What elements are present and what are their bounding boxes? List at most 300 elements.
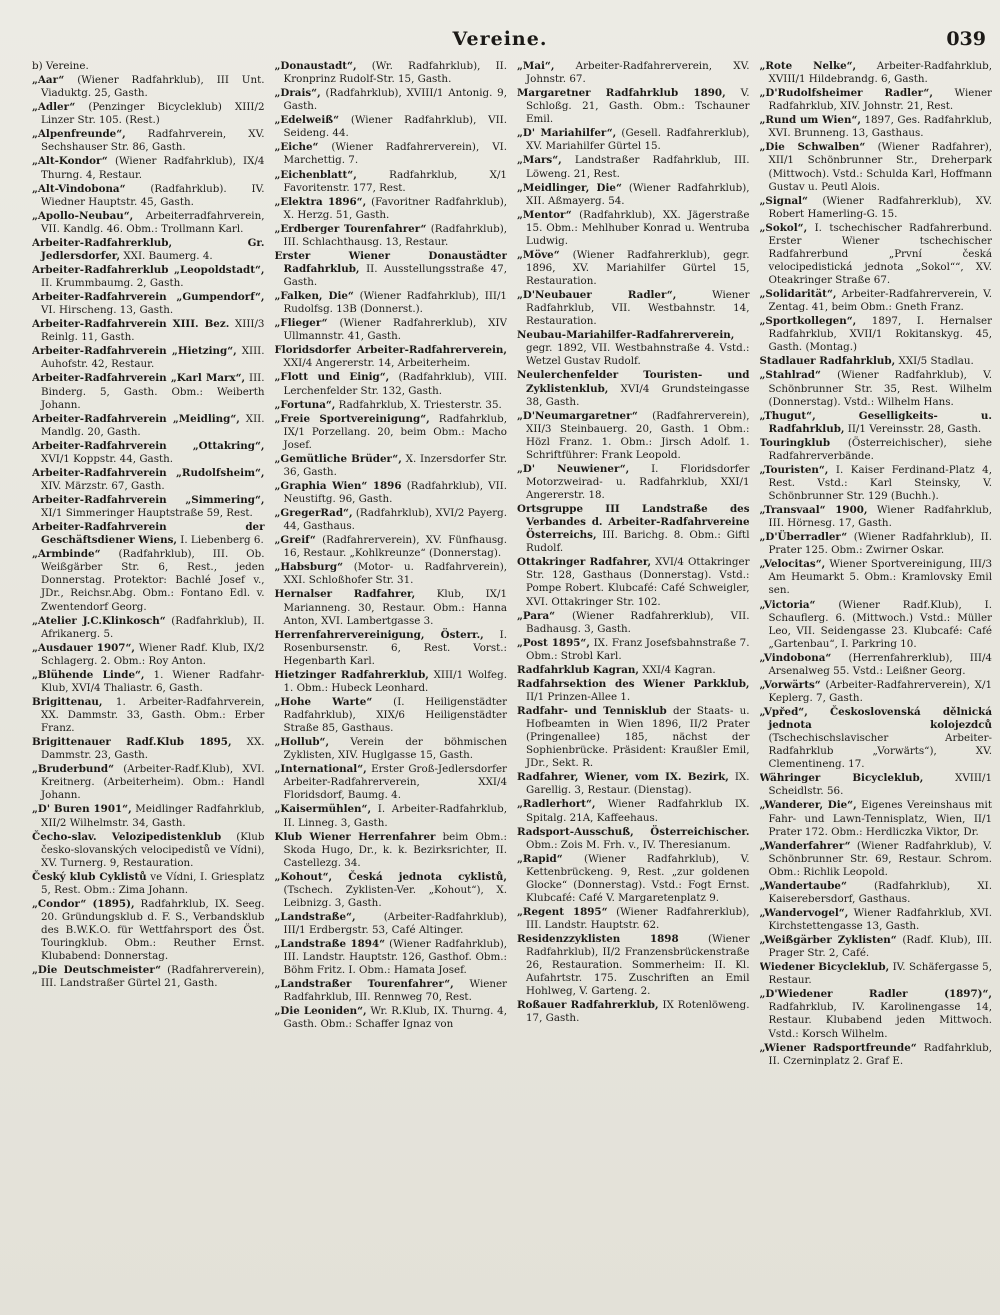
entry-text: (Tschech. Zyklisten-Ver. „Kohout“), X. Leibnizg. 3, Gasth.	[283, 883, 507, 909]
entry-name: „Freie Sportvereinigung“,	[274, 412, 430, 425]
directory-entry	[32, 237, 265, 263]
directory-entry	[32, 264, 265, 290]
entry-name: Klub Wiener Herrenfahrer	[274, 830, 436, 843]
entry-name: „Edelweiß“	[274, 114, 340, 127]
entry-name: „Wiener Radsportfreunde“	[759, 1041, 917, 1054]
entry-name: Herrenfahrervereinigung, Österr.,	[274, 628, 484, 641]
entry-name: Arbeiter-Radfahrerklub, Gr. Jedlersdorfer,	[32, 236, 265, 262]
entry-text: (Wiener Radfahrklub), VII. Seideng. 44.	[283, 114, 507, 140]
directory-entry	[760, 652, 993, 678]
entry-text: (Wiener Radfahrklub), V. Kettenbrückeng. 9, Rest. „zur goldenen Glocke“ (Donnerstag). Vstd.: Fogt Ernst. Klubcafé: Café V. Margaretenplatz 9.	[526, 852, 750, 904]
directory-entry	[275, 938, 508, 977]
directory-entry	[517, 154, 750, 180]
entry-name: „Mars“,	[517, 154, 562, 167]
directory-entry	[517, 369, 750, 408]
entry-text: (Radfahrklub), VII. Neustiftg. 96, Gasth.	[283, 479, 507, 505]
directory-entry	[275, 736, 508, 762]
directory-entry	[517, 209, 750, 248]
entry-text: XX. Dammstr. 23, Gasth.	[41, 736, 265, 762]
entry-name: „Wanderfahrer“	[759, 839, 851, 852]
directory-entry	[517, 289, 750, 328]
page-title: Vereine.	[452, 28, 548, 50]
entry-name: Stadlauer Radfahrklub,	[759, 355, 896, 368]
entry-name: „D'Überradler“	[759, 531, 848, 544]
entry-name: Hietzinger Radfahrerklub,	[274, 668, 429, 681]
column-1	[32, 60, 265, 1305]
entry-text: I. Liebenberg 6.	[180, 534, 264, 547]
directory-entry	[760, 355, 993, 368]
directory-entry	[275, 507, 508, 533]
entry-name: „Sokol“,	[759, 221, 808, 234]
entry-text: (Wiener Radfahrerverein), VI. Marchettig. 7.	[283, 141, 507, 167]
entry-text: (Wiener Radfahrerklub), gegr. 1896, XV. Mariahilfer Gürtel 15, Restauration.	[526, 248, 750, 287]
directory-entry	[275, 588, 508, 627]
directory-entry	[32, 318, 265, 344]
entry-text: XVI/4 Grundsteingasse 38, Gasth.	[526, 382, 750, 408]
directory-entry	[760, 114, 993, 140]
directory-entry	[760, 195, 993, 221]
entry-name: Arbeiter-Radfahrerklub „Leopoldstadt“,	[32, 263, 265, 276]
entry-name: „Wanderer, Die“,	[759, 799, 857, 812]
entry-text: (Wiener Radfahrklub), IX/4 Thurng. 4, Restaur.	[41, 155, 265, 181]
entry-text: (Radfahrklub). IV. Wiedner Hauptstr. 45, Gasth.	[41, 182, 265, 208]
entry-name: „Wandervogel“,	[759, 906, 849, 919]
entry-name: „Regent 1895“	[517, 905, 608, 918]
entry-name: „Weißgärber Zyklisten“	[759, 934, 897, 947]
entry-name: „Landstraße“,	[274, 910, 356, 923]
directory-entry	[760, 141, 993, 193]
entry-name: „Habsburg“	[274, 561, 344, 574]
entry-text: (Radf. Klub), III. Prager Str. 2, Café.	[768, 934, 992, 960]
entry-name: Arbeiter-Radfahrverein „Karl Marx“,	[32, 372, 246, 385]
entry-name: „Condor“ (1895),	[32, 897, 135, 910]
directory-entry	[760, 599, 993, 651]
directory-entry	[275, 1005, 508, 1031]
entry-text: Wiener Radfahrklub, VII. Westbahnstr. 14, Restauration.	[526, 289, 750, 328]
entry-name: Erster Wiener Donaustädter Radfahrklub,	[274, 249, 507, 275]
directory-entry	[760, 706, 993, 771]
entry-name: Čecho-slav. Velozipedistenklub	[32, 830, 222, 843]
entry-text: gegr. 1892, VII. Westbahnstraße 4. Vstd.: Wetzel Gustav Rudolf.	[526, 342, 750, 368]
entry-name: Arbeiter-Radfahrverein der Geschäftsdiener Wiens,	[32, 521, 265, 547]
directory-entry	[32, 74, 265, 100]
entry-text: Radfahrklub, X. Triesterstr. 35.	[338, 398, 502, 411]
entry-text: Wiener Radfahrklub IX. Spitalg. 21A, Kaffeehaus.	[526, 798, 750, 824]
entry-text: beim Obm.: Skoda Hugo, Dr., k. k. Bezirksrichter, II. Castellezg. 34.	[283, 830, 507, 869]
directory-entry	[760, 934, 993, 960]
entry-text: (Herrenfahrerklub), III/4 Arsenalweg 55. Vstd.: Leißner Georg.	[768, 651, 992, 677]
entry-text: Radfahrklub, IX/1 Porzellang. 20, beim Obm.: Macho Josef.	[283, 412, 507, 451]
entry-text: XIII. Auhofstr. 42, Restaur.	[41, 345, 265, 371]
entry-name: „Vpřed“, Československá dělnická jednota kolojezdců	[759, 706, 992, 732]
directory-entry	[760, 369, 993, 408]
entry-text: der Staats- u. Hofbeamten in Wien 1896, II/2 Prater (Pringenallee) 185, nächst der Sophienbrücke. Präsident: Kraußler Emil, JDr., Sekt. R.	[526, 705, 750, 770]
page-number: 039	[946, 28, 986, 50]
directory-entry	[275, 669, 508, 695]
entry-text: Wr. R.Klub, IX. Thurng. 4, Gasth. Obm.: Schaffer Ignaz von	[283, 1005, 507, 1031]
entry-text: V. Schloßg. 21, Gasth. Obm.: Tschauner Emil.	[526, 87, 750, 126]
entry-text: ve Vídni, I. Griesplatz 5, Rest. Obm.: Zima Johann.	[41, 870, 265, 896]
directory-entry	[32, 964, 265, 990]
entry-text: Wiener Radfahrklub, III. Rennweg 70, Rest.	[283, 978, 507, 1004]
entry-name: „Aar“	[32, 74, 65, 87]
entry-name: „Touristen“,	[759, 463, 829, 476]
entry-name: Brigittenau,	[32, 695, 103, 708]
directory-entry	[32, 548, 265, 613]
directory-entry	[275, 223, 508, 249]
entry-name: „Apollo-Neubau“,	[32, 209, 134, 222]
entry-name: „Wandertaube“	[759, 879, 847, 892]
entry-name: „Transvaal“ 1900,	[759, 504, 868, 517]
entry-text: (Gesell. Radfahrerklub), XV. Mariahilfer Gürtel 15.	[526, 127, 750, 153]
directory-entry	[517, 853, 750, 905]
directory-entry	[517, 637, 750, 663]
entry-text: I. Kaiser Ferdinand-Platz 4, Rest. Vstd.: Karl Steinsky, V. Schönbrunner Str. 129 (Buchh.).	[768, 463, 992, 502]
entry-text: (Wiener Radfahrer), XII/1 Schönbrunner Str., Dreherpark (Mittwoch). Vstd.: Schulda Karl, Hoffmann Gustav u. Peutl Alois.	[768, 141, 992, 193]
entry-name: „Mentor“	[517, 208, 572, 221]
entry-name: „Falken, Die“	[274, 290, 354, 303]
entry-text: Arbeiter-Radfahrklub, XVIII/1 Hildebrandg. 6, Gasth.	[768, 60, 992, 86]
entry-name: „Fortuna“,	[274, 398, 336, 411]
entry-name: „D' Neuwiener“,	[517, 462, 630, 475]
directory-entry	[760, 907, 993, 933]
directory-entry	[32, 871, 265, 897]
entry-text: Verein der böhmischen Zyklisten, XIV. Huglgasse 15, Gasth.	[283, 736, 507, 762]
directory-entry	[275, 114, 508, 140]
entry-text: Arbeiterradfahrverein, VII. Kandlg. 46. Obm.: Trollmann Karl.	[41, 209, 265, 235]
entry-text: 1897, Ges. Radfahrklub, XVI. Brunneng. 13, Gasthaus.	[768, 114, 992, 140]
entry-text: III. Binderg. 5, Gasth. Obm.: Weiberth Johann.	[41, 372, 265, 411]
directory-entry	[760, 988, 993, 1040]
entry-name: Radfahr- und Tennisklub	[517, 705, 667, 717]
entry-name: „Stahlrad“	[759, 369, 821, 382]
directory-entry	[517, 798, 750, 824]
entry-text: II/1 Prinzen-Allee 1.	[526, 690, 631, 703]
entry-name: „Erdberger Tourenfahrer“	[274, 222, 427, 235]
directory-entry	[760, 961, 993, 987]
entry-text: (Wiener Radfahrklub), II/2 Franzensbrückenstraße 26, Restauration. Sommerheim: II. Kl. Aufahrtstr. 175. Zuschriften an Emil Hohlweg, V. Garteng. 2.	[526, 933, 750, 998]
entry-name: Arbeiter-Radfahrverein XIII. Bez.	[32, 318, 230, 331]
directory-entry	[760, 222, 993, 287]
entry-text: XXI/5 Stadlau.	[898, 355, 974, 368]
directory-entry	[760, 464, 993, 503]
entry-name: „Alt-Kondor“	[32, 155, 108, 168]
entry-text: Wiener Radf. Klub, IX/2 Schlagerg. 2. Obm.: Roy Anton.	[41, 641, 265, 667]
directory-entry	[760, 558, 993, 597]
entry-text: I. tschechischer Radfahrerbund. Erster Wiener tschechischer Radfahrerbund „První česká velocipedistická jednota „Sokol““, XV. Oteakringer Straße 67.	[768, 221, 992, 286]
entry-name: „Die Schwalben“	[759, 141, 866, 154]
directory-entry	[517, 503, 750, 555]
directory-entry	[275, 803, 508, 829]
entry-name: Arbeiter-Radfahrverein „Hietzing“,	[32, 345, 237, 358]
entry-text: Radfahrklub, II. Czerninplatz 2. Graf E.	[768, 1041, 992, 1067]
directory-entry	[275, 399, 508, 412]
directory-entry	[275, 534, 508, 560]
entry-name: Währinger Bicycleklub,	[759, 772, 924, 785]
directory-entry	[32, 521, 265, 547]
columns-container	[32, 60, 992, 1305]
entry-text: (Radfahrklub), VIII. Lerchenfelder Str. 132, Gasth.	[283, 371, 507, 397]
entry-name: „Die Leoniden“,	[274, 1005, 367, 1018]
entry-text: (Radfahrklub), XX. Jägerstraße 15. Obm.: Mehlhuber Konrad u. Wentruba Ludwig.	[526, 208, 750, 247]
entry-text: (Penzinger Bicycleklub) XIII/2 Linzer Str. 105. (Rest.)	[41, 101, 265, 127]
entry-name: Ottakringer Radfahrer,	[517, 556, 652, 569]
entry-name: Arbeiter-Radfahrverein „Gumpendorf“,	[32, 291, 265, 304]
entry-name: Roßauer Radfahrerklub,	[517, 999, 659, 1012]
directory-entry	[517, 826, 750, 852]
entry-text: (Radfahrklub), XVIII/1 Antonig. 9, Gasth.	[283, 87, 507, 113]
entry-text: II. Ausstellungsstraße 47, Gasth.	[283, 262, 507, 288]
directory-entry	[517, 705, 750, 770]
entry-name: „Alpenfreunde“,	[32, 128, 126, 141]
entry-name: Touringklub	[759, 436, 831, 449]
directory-entry	[275, 763, 508, 802]
entry-text: (Wiener Radfahrklub), V. Schönbrunner Str. 69, Restaur. Schrom. Obm.: Richlik Leopold.	[768, 839, 992, 878]
directory-entry	[517, 556, 750, 608]
entry-name: „D'Rudolfsheimer Radler“,	[759, 87, 933, 100]
entry-text: (Radfahrklub), II. Afrikanerg. 5.	[41, 614, 265, 640]
entry-text: I. Floridsdorfer Motorzweirad- u. Radfahrklub, XXI/1 Angererstr. 18.	[526, 462, 750, 501]
directory-entry	[275, 290, 508, 316]
directory-entry	[760, 410, 993, 436]
entry-name: Neulerchenfelder Touristen- und Zyklistenklub,	[517, 369, 750, 395]
entry-text: (Wiener Radfahrerklub), VII. Badhausg. 3, Gasth.	[526, 609, 750, 635]
entry-name: Brigittenauer Radf.Klub 1895,	[32, 736, 232, 749]
entry-name: „D' Buren 1901“,	[32, 803, 132, 816]
entry-text: (Wiener Radfahrerklub), XIV Ullmannstr. 41, Gasth.	[283, 317, 507, 343]
directory-entry	[275, 413, 508, 452]
directory-entry	[32, 128, 265, 154]
directory-entry	[517, 329, 750, 368]
entry-text: XVI/1 Koppstr. 44, Gasth.	[41, 452, 174, 465]
entry-text: IV. Schäfergasse 5, Restaur.	[768, 961, 992, 987]
entry-text: (Wiener Radfahrerklub), III. Landstr. Hauptstr. 62.	[526, 905, 750, 931]
entry-text: (Österreichischer), siehe Radfahrerverbände.	[768, 436, 992, 462]
directory-entry	[275, 169, 508, 195]
entry-text: XXI/4 Kagran.	[642, 663, 716, 676]
entry-name: Radfahrsektion des Wiener Parkklub,	[517, 677, 750, 690]
entry-text: XI/1 Simmeringer Hauptstraße 59, Rest.	[41, 507, 253, 520]
entry-name: „Hohe Warte“	[274, 695, 373, 708]
entry-name: „Drais“,	[274, 87, 321, 100]
directory-entry	[32, 440, 265, 466]
column-4	[760, 60, 993, 1305]
entry-name: Wiedener Bicycleklub,	[759, 961, 890, 974]
entry-text: (Radfahrerverein), XII/3 Steinbauerg. 20, Gasth. 1 Obm.: Hözl Franz. 1. Obm.: Jirsch Adolf. 1. Schriftführer: Frank Leopold.	[526, 409, 750, 461]
directory-entry	[275, 831, 508, 870]
entry-text: (Wiener Radf.Klub), I. Schauflerg. 6. (Mittwoch.) Vstd.: Müller Leo, VII. Seidengasse 23. Klubcafé: Café „Gartenbau“, I. Parkring 10.	[768, 598, 992, 650]
directory-entry	[517, 127, 750, 153]
entry-text: (Radfahrklub), XVI/2 Payerg. 44, Gasthaus.	[283, 507, 507, 533]
entry-text: I. Arbeiter-Radfahrklub, II. Linneg. 3, Gasth.	[283, 803, 507, 829]
directory-entry	[760, 87, 993, 113]
entry-name: „Die Deutschmeister“	[32, 964, 162, 977]
directory-entry	[32, 345, 265, 371]
entry-text: XVI/4 Ottakringer Str. 128, Gasthaus (Donnerstag). Vstd.: Pompe Robert. Klubcafé: Café Schweigler, XVI. Ottakringer Str. 102.	[526, 556, 750, 608]
entry-name: Neubau-Mariahilfer-Radfahrerverein,	[517, 329, 735, 342]
entry-name: „D'Neubauer Radler“,	[517, 289, 677, 302]
entry-text: (I. Heiligenstädter Radfahrklub), XIX/6 Heiligenstädter Straße 85, Gasthaus.	[283, 695, 507, 735]
directory-entry	[32, 763, 265, 802]
entry-name: „Victoria“	[759, 598, 816, 611]
entry-text: 1. Arbeiter-Radfahrverein, XX. Dammstr. 33, Gasth. Obm.: Erber Franz.	[41, 695, 265, 735]
directory-entry	[517, 678, 750, 704]
entry-text: (Arbeiter-Radf.Klub), XVI. Kreitnerg. (Arbeiterheim). Obm.: Handl Johann.	[41, 763, 265, 802]
entry-text: IX. Garellig. 3, Restaur. (Dienstag).	[526, 771, 750, 797]
entry-text: I. Rosenbursenstr. 6, Rest. Vorst.: Hegenbarth Karl.	[283, 628, 507, 667]
directory-entry	[32, 372, 265, 411]
entry-text: (Favoritner Radfahrklub), X. Herzg. 51, Gasth.	[283, 195, 507, 221]
directory-entry	[32, 736, 265, 762]
directory-entry	[32, 642, 265, 668]
entry-name: „Landstraßer Tourenfahrer“,	[274, 978, 454, 991]
entry-name: „Thugut“, Geselligkeits- u. Radfahrklub,	[759, 409, 992, 435]
entry-text: (Arbeiter-Radfahrerverein), X/1 Keplerg. 7, Gasth.	[768, 678, 992, 704]
entry-text: (Radfahrklub), III. Schlachthausg. 13, Restaur.	[283, 222, 507, 248]
entry-name: „Landstraße 1894“	[274, 938, 386, 951]
entry-text: (Wiener Radfahrklub), II. Prater 125. Obm.: Zwirner Oskar.	[768, 531, 992, 557]
entry-name: „Signal“	[759, 194, 808, 207]
entry-name: Ortsgruppe III Landstraße des Verbandes d. Arbeiter-Radfahrvereine Österreichs,	[517, 503, 750, 542]
entry-text: (Wiener Radfahrklub), XII. Aßmayerg. 54.	[526, 181, 750, 207]
directory-entry	[32, 413, 265, 439]
entry-text: XIII/3 Reinlg. 11, Gasth.	[41, 318, 265, 344]
directory-entry	[32, 210, 265, 236]
entry-text: Arbeiter-Radfahrerverein, V. Zentag. 41, beim Obm.: Gneth Franz.	[768, 288, 992, 314]
directory-entry	[760, 799, 993, 838]
directory-entry	[275, 141, 508, 167]
entry-text: Erster Groß-Jedlersdorfer Arbeiter-Radfahrerverein, XXI/4 Floridsdorf, Baumg. 4.	[283, 763, 507, 802]
directory-entry	[517, 60, 750, 86]
entry-text: (Wiener Radfahrklub), V. Schönbrunner Str. 35, Rest. Wilhelm (Donnerstag). Vstd.: Wilhelm Hans.	[768, 369, 992, 408]
directory-entry	[517, 249, 750, 288]
entry-name: Arbeiter-Radfahrverein „Ottakring“,	[32, 439, 265, 452]
entry-text: Radfahrklub, IX. Seeg. 20. Gründungsklub d. F. S., Verbandsklub des B.W.K.O. für Wettfahrsport des Öst. Touringklub. Obm.: Reuther Ernst. Klubabend: Donnerstag.	[41, 897, 265, 963]
entry-name: „Elektra 1896“,	[274, 195, 367, 208]
directory-entry	[517, 906, 750, 932]
directory-entry	[760, 437, 993, 463]
entry-text: IX Rotenlöweng. 17, Gasth.	[526, 999, 750, 1025]
entry-text: Obm.: Zois M. Frh. v., IV. Theresianum.	[526, 838, 731, 851]
entry-name: „Radlerhort“,	[517, 798, 596, 811]
entry-name: Margaretner Radfahrklub 1890,	[517, 87, 726, 100]
directory-entry	[275, 196, 508, 222]
entry-text: II. Krummbaumg. 2, Gasth.	[41, 277, 184, 289]
entry-text: Wiener Radfahrklub, III. Hörnesg. 17, Gasth.	[768, 504, 992, 530]
entry-text: Klub, IX/1 Marianneng. 30, Restaur. Obm.: Hanna Anton, XVI. Lambertgasse 3.	[283, 588, 507, 627]
entry-name: „D'Neumargaretner“	[517, 409, 638, 422]
entry-text: (Motor- u. Radfahrverein), XXI. Schloßhofer Str. 31.	[283, 561, 507, 587]
entry-text: VI. Hirscheng. 13, Gasth.	[41, 304, 174, 317]
entry-name: „Donaustadt“,	[274, 60, 357, 72]
entry-name: „Kaisermühlen“,	[274, 803, 372, 816]
entry-text: Landstraßer Radfahrklub, III. Löweng. 21, Rest.	[526, 154, 750, 180]
directory-entry	[760, 60, 993, 86]
directory-entry	[32, 898, 265, 963]
entry-text: 1. Wiener Radfahr-Klub, XVI/4 Thaliastr. 6, Gasth.	[41, 668, 265, 694]
directory-entry	[275, 453, 508, 479]
entry-name: „Rund um Wien“,	[759, 114, 861, 127]
directory-entry	[517, 771, 750, 797]
directory-entry	[32, 831, 265, 870]
entry-text: XII. Mandlg. 20, Gasth.	[41, 412, 265, 438]
directory-entry	[275, 371, 508, 397]
entry-text: (Radfahrklub), III. Ob. Weißgärber Str. 6, Rest., jeden Donnerstag. Protektor: Bachlé Josef v., JDr., Reichsr.Abg. Obm.: Fontano Edl. v. Zwentendorf Georg.	[41, 548, 265, 613]
entry-name: Hernalser Radfahrer,	[274, 588, 416, 601]
entry-text: (Radfahrklub), XI. Kaiserebersdorf, Gasthaus.	[768, 879, 992, 905]
entry-name: „Vindobona“	[759, 651, 832, 664]
entry-name: „Eiche“	[274, 141, 319, 154]
entry-name: Český klub Cyklistů	[32, 870, 147, 883]
entry-name: „GregerRad“,	[274, 507, 353, 520]
directory-entry	[275, 60, 508, 86]
entry-name: „Rapid“	[517, 852, 563, 865]
entry-name: „Greif“	[274, 534, 316, 547]
directory-entry	[32, 494, 265, 520]
entry-text: IX. Franz Josefsbahnstraße 7. Obm.: Strobl Karl.	[526, 636, 750, 662]
entry-name: „Flieger“	[274, 317, 328, 330]
entry-text: (Klub česko-slovanských velocipedistů ve Vídni), XV. Turnerg. 9, Restauration.	[41, 830, 265, 869]
column-3	[517, 60, 750, 1305]
entry-name: „Post 1895“,	[517, 636, 590, 649]
directory-entry	[32, 803, 265, 829]
directory-entry	[517, 410, 750, 462]
entry-name: „Graphia Wien“ 1896	[274, 479, 402, 492]
entry-name: „Para“	[517, 609, 556, 622]
entry-name: „Hollub“,	[274, 736, 330, 749]
directory-entry	[32, 183, 265, 209]
entry-name: „Velocitas“,	[759, 558, 826, 571]
directory-entry	[32, 615, 265, 641]
directory-entry	[275, 871, 508, 910]
entry-text: 1897, I. Hernalser Radfahrklub, XVII/1 Rokitanskyg. 45, Gasth. (Montag.)	[768, 315, 992, 354]
entry-text: XIII/1 Wolfeg. 1. Obm.: Hubeck Leonhard.	[283, 668, 507, 694]
entry-name: Radsport-Ausschuß, Österreichischer.	[517, 825, 750, 838]
directory-entry	[32, 291, 265, 317]
entry-name: Radfahrklub Kagran,	[517, 663, 639, 676]
entry-text: Wiener Sportvereinigung, III/3 Am Heumarkt 5. Obm.: Kramlovsky Emil sen.	[768, 558, 992, 597]
entry-text: Radfahrverein, XV. Sechshauser Str. 86, Gasth.	[41, 128, 265, 154]
directory-entry	[760, 840, 993, 879]
directory-entry	[32, 155, 265, 181]
directory-entry	[275, 978, 508, 1004]
entry-name: „International“,	[274, 763, 367, 776]
directory-entry	[275, 561, 508, 587]
entry-name: „Flott und Einig“,	[274, 371, 390, 384]
directory-entry	[275, 250, 508, 289]
entry-text: XIV. Märzstr. 67, Gasth.	[41, 479, 165, 492]
directory-entry	[275, 344, 508, 370]
directory-entry	[32, 669, 265, 695]
entry-text: (Wiener Radfahrklub), III. Landstr. Hauptstr. 126, Gasthof. Obm.: Böhm Fritz. I. Obm.: Hamata Josef.	[283, 938, 507, 977]
directory-entry	[275, 629, 508, 668]
entry-name: Arbeiter-Radfahrverein „Meidling“,	[32, 412, 240, 425]
directory-entry	[275, 87, 508, 113]
entry-text: Meidlinger Radfahrklub, XII/2 Wilhelmstr. 34, Gasth.	[41, 803, 265, 829]
entry-text: Radfahrklub, X/1 Favoritenstr. 177, Rest.	[283, 168, 507, 194]
entry-text: Wiener Radfahrklub, XVI. Kirchstettengasse 13, Gasth.	[768, 906, 992, 932]
directory-entry	[32, 101, 265, 127]
directory-entry	[32, 467, 265, 493]
directory-entry	[517, 463, 750, 502]
directory-entry	[275, 317, 508, 343]
entry-text: Wiener Radfahrklub, XIV. Johnstr. 21, Rest.	[768, 87, 992, 113]
directory-entry	[275, 911, 508, 937]
entry-name: „Solidarität“,	[759, 288, 837, 301]
directory-entry	[760, 880, 993, 906]
entry-text: III. Barichg. 8. Obm.: Giftl Rudolf.	[526, 529, 750, 555]
directory-entry	[275, 696, 508, 735]
